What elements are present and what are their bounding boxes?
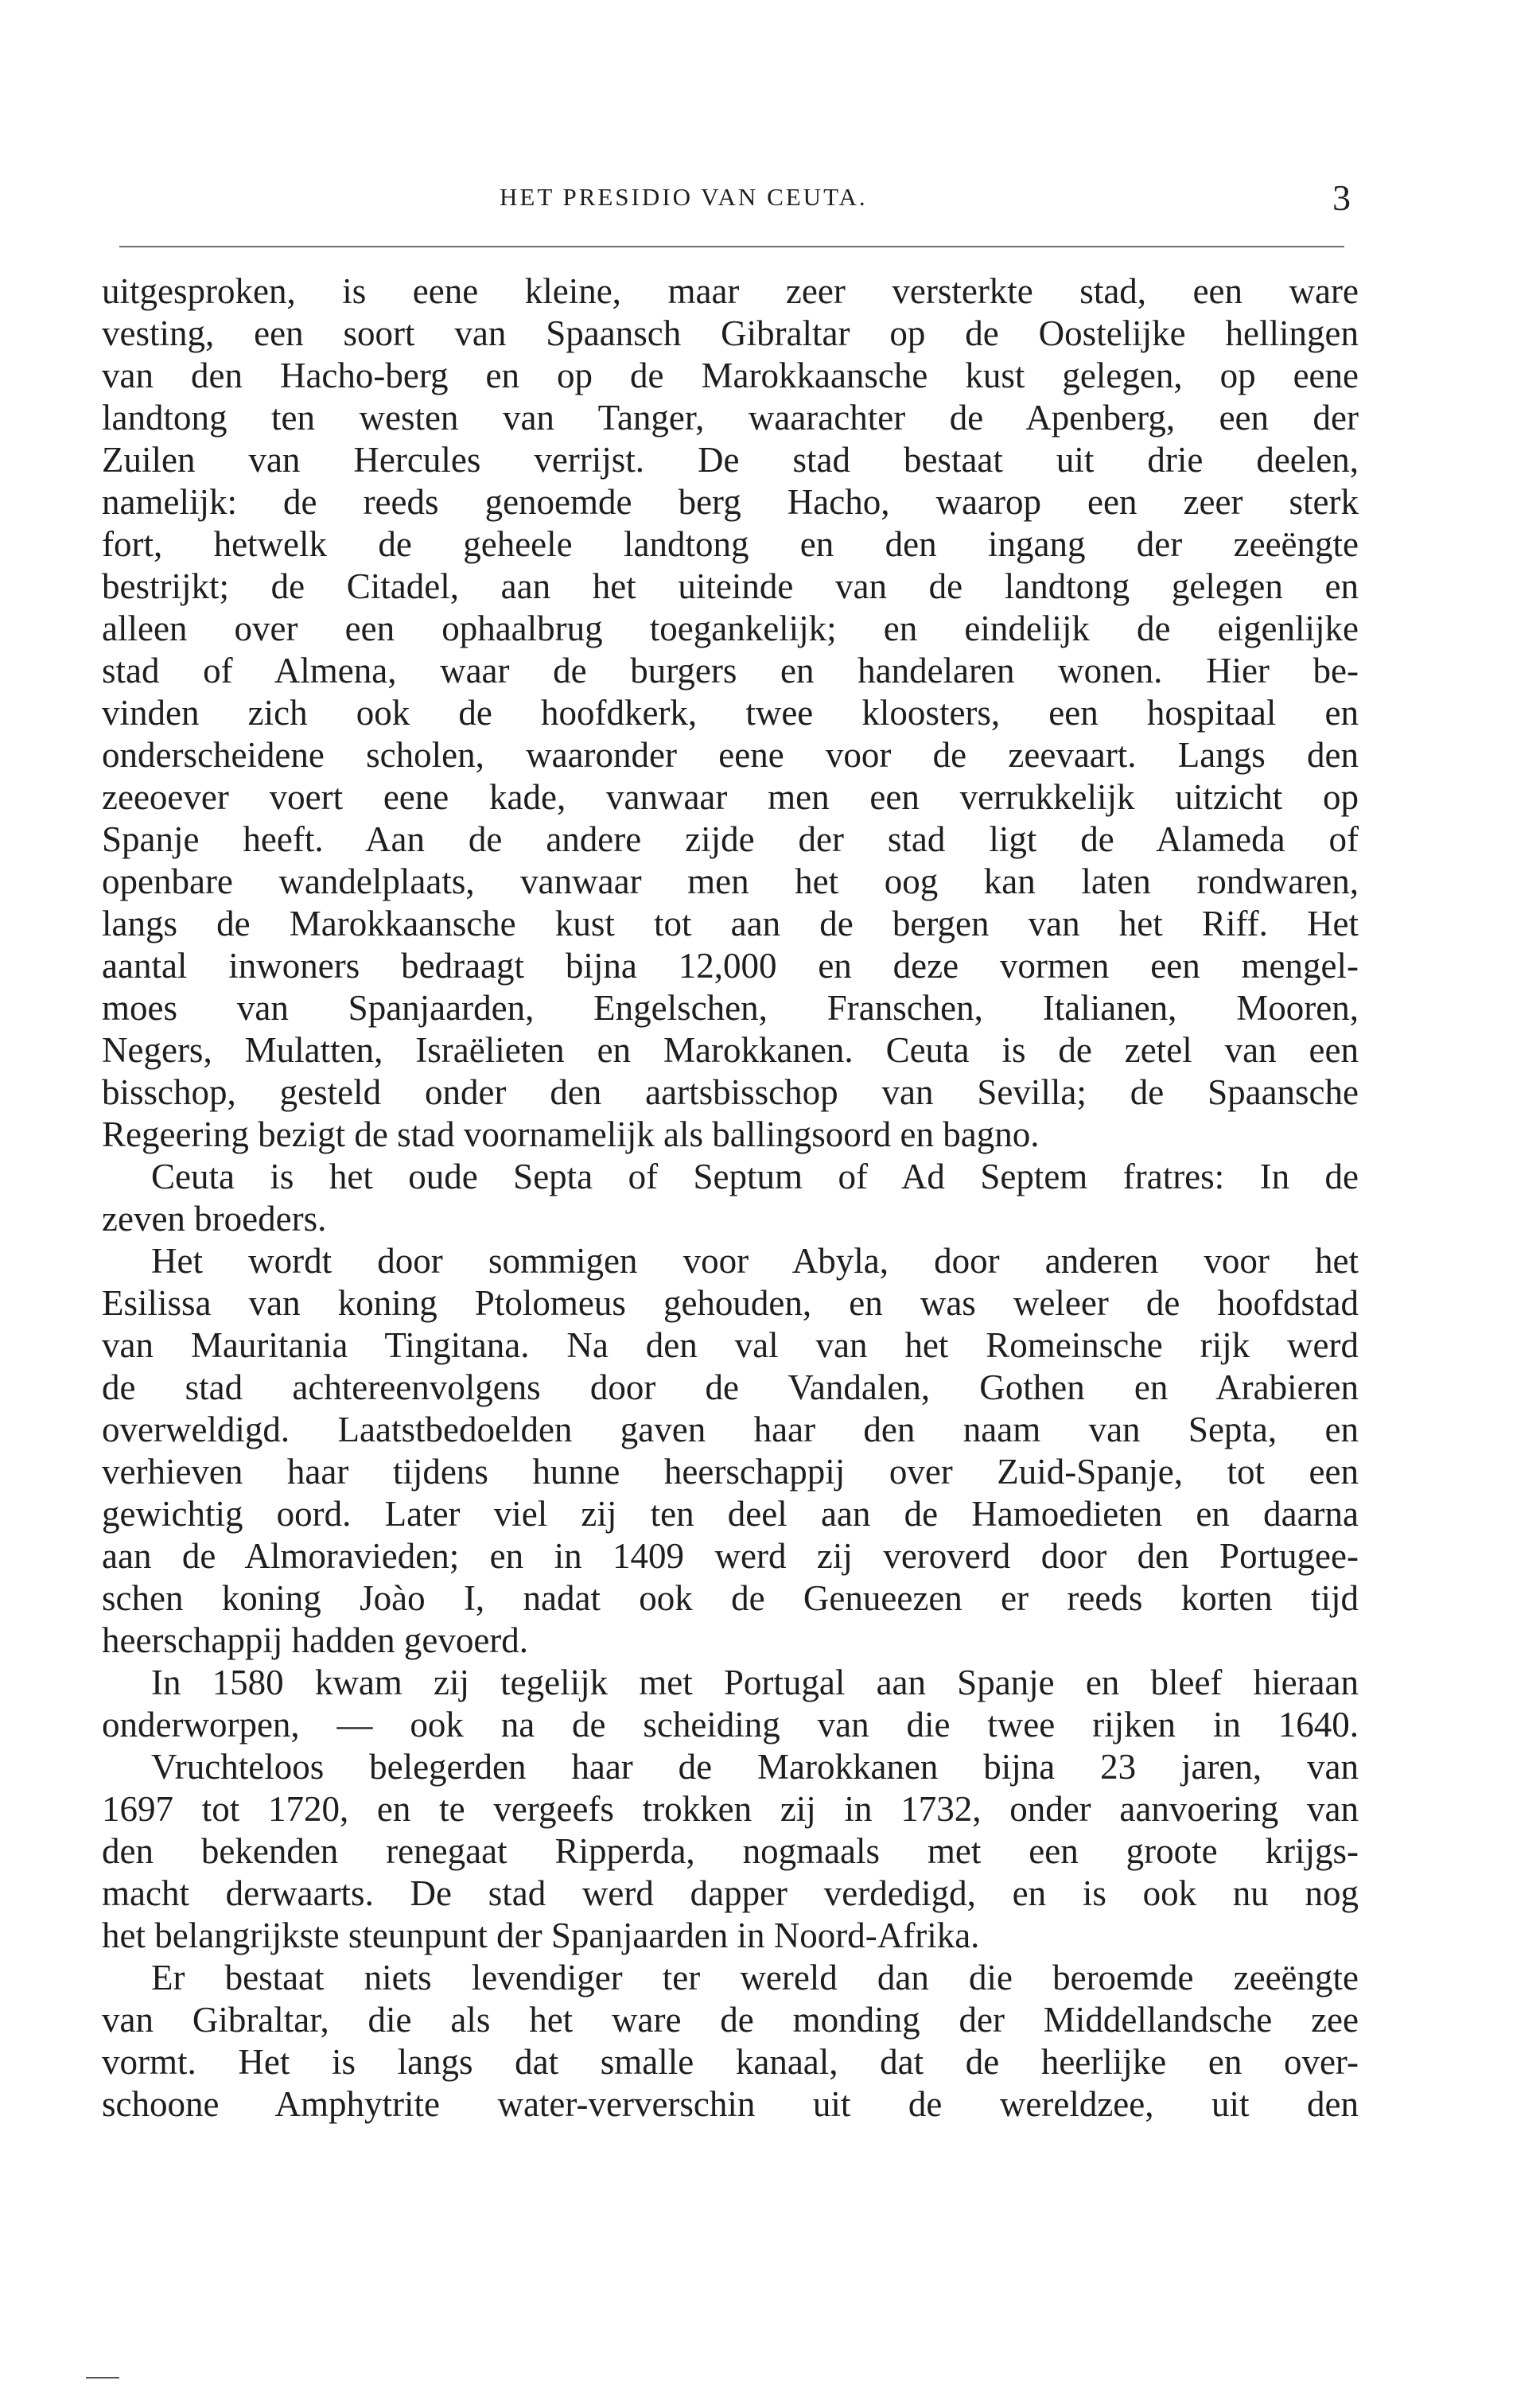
text-line: heerschappij hadden gevoerd. bbox=[102, 1620, 529, 1660]
text-line: Spanje heeft. Aan de andere zijde der stad ligt de Alameda of bbox=[102, 819, 1359, 859]
text-line: langs de Marokkaansche kust tot aan de bergen van het Riff. Het bbox=[102, 904, 1359, 943]
text-line: Er bestaat niets levendiger ter wereld dan die beroemde zeeëngte bbox=[151, 1958, 1359, 1997]
text-line: vormt. Het is langs dat smalle kanaal, dat de heerlijke en over- bbox=[102, 2042, 1359, 2082]
text-line: Ceuta is het oude Septa of Septum of Ad Septem fratres: In de bbox=[151, 1157, 1359, 1196]
text-line: onderworpen, — ook na de scheiding van die twee rijken in 1640. bbox=[102, 1705, 1359, 1744]
text-line: aan de Almoravieden; en in 1409 werd zij veroverd door den Portugee- bbox=[102, 1536, 1359, 1576]
text-line: namelijk: de reeds genoemde berg Hacho, waarop een zeer sterk bbox=[102, 482, 1359, 522]
text-line: fort, hetwelk de geheele landtong en den ingang der zeeëngte bbox=[102, 524, 1359, 564]
text-line: alleen over een ophaalbrug toegankelijk; en eindelijk de eigenlijke bbox=[102, 609, 1359, 648]
text-line: het belangrijkste steunpunt der Spanjaarden in Noord-Afrika. bbox=[102, 1916, 980, 1955]
bottom-margin-mark bbox=[86, 2377, 119, 2378]
text-line: 1697 tot 1720, en te vergeefs trokken zij in 1732, onder aanvoering van bbox=[102, 1789, 1359, 1829]
text-line: gewichtig oord. Later viel zij ten deel aan de Hamoedieten en daarna bbox=[102, 1494, 1359, 1534]
page-number: 3 bbox=[1332, 177, 1351, 218]
text-line: van Mauritania Tingitana. Na den val van het Romeinsche rijk werd bbox=[102, 1325, 1359, 1365]
text-line: stad of Almena, waar de burgers en handelaren wonen. Hier be- bbox=[102, 651, 1359, 690]
text-line: van Gibraltar, die als het ware de monding der Middellandsche zee bbox=[102, 2000, 1359, 2040]
text-line: bestrijkt; de Citadel, aan het uiteinde van de landtong gelegen en bbox=[102, 566, 1359, 606]
text-line: landtong ten westen van Tanger, waarachter de Apenberg, een der bbox=[102, 398, 1359, 438]
body-text bbox=[102, 270, 1359, 2126]
text-line: Zuilen van Hercules verrijst. De stad bestaat uit drie deelen, bbox=[102, 440, 1359, 480]
text-line: verhieven haar tijdens hunne heerschappij over Zuid-Spanje, tot een bbox=[102, 1452, 1359, 1492]
text-line: vinden zich ook de hoofdkerk, twee kloosters, een hospitaal en bbox=[102, 693, 1359, 733]
text-line: zeven broeders. bbox=[102, 1199, 327, 1239]
running-header bbox=[102, 177, 1351, 224]
text-line: bisschop, gesteld onder den aartsbisschop van Sevilla; de Spaansche bbox=[102, 1072, 1359, 1112]
text-line: Esilissa van koning Ptolomeus gehouden, en was weleer de hoofdstad bbox=[102, 1283, 1359, 1323]
text-line: uitgesproken, is eene kleine, maar zeer versterkte stad, een ware bbox=[102, 271, 1359, 311]
text-line: macht derwaarts. De stad werd dapper verdedigd, en is ook nu nog bbox=[102, 1873, 1359, 1913]
text-line: Regeering bezigt de stad voornamelijk als ballingsoord en bagno. bbox=[102, 1114, 1040, 1154]
text-line: moes van Spanjaarden, Engelschen, Franschen, Italianen, Mooren, bbox=[102, 988, 1359, 1028]
text-line: aantal inwoners bedraagt bijna 12,000 en deze vormen een mengel- bbox=[102, 946, 1359, 986]
text-line: zeeoever voert eene kade, vanwaar men een verrukkelijk uitzicht op bbox=[102, 777, 1359, 817]
text-line: van den Hacho-berg en op de Marokkaansche kust gelegen, op eene bbox=[102, 356, 1359, 395]
text-line: schen koning Joào I, nadat ook de Genueezen er reeds korten tijd bbox=[102, 1578, 1359, 1618]
text-line: den bekenden renegaat Ripperda, nogmaals met een groote krijgs- bbox=[102, 1831, 1359, 1871]
text-line: Vruchteloos belegerden haar de Marokkanen bijna 23 jaren, van bbox=[151, 1747, 1359, 1787]
text-line: de stad achtereenvolgens door de Vandalen, Gothen en Arabieren bbox=[102, 1367, 1359, 1407]
text-line: openbare wandelplaats, vanwaar men het oog kan laten rondwaren, bbox=[102, 862, 1359, 901]
text-line: overweldigd. Laatstbedoelden gaven haar den naam van Septa, en bbox=[102, 1410, 1359, 1449]
text-line: vesting, een soort van Spaansch Gibraltar op de Oostelijke hellingen bbox=[102, 313, 1359, 353]
text-line: schoone Amphytrite water-ververschin uit de wereldzee, uit den bbox=[102, 2084, 1359, 2124]
text-line: In 1580 kwam zij tegelijk met Portugal aan Spanje en bleef hieraan bbox=[151, 1663, 1359, 1702]
text-line: onderscheidene scholen, waaronder eene voor de zeevaart. Langs den bbox=[102, 735, 1359, 775]
text-line: Het wordt door sommigen voor Abyla, door anderen voor het bbox=[151, 1241, 1359, 1281]
running-title: HET PRESIDIO VAN CEUTA. bbox=[500, 183, 868, 211]
header-rule bbox=[119, 246, 1344, 247]
text-line: Negers, Mulatten, Israëlieten en Marokkanen. Ceuta is de zetel van een bbox=[102, 1030, 1359, 1070]
